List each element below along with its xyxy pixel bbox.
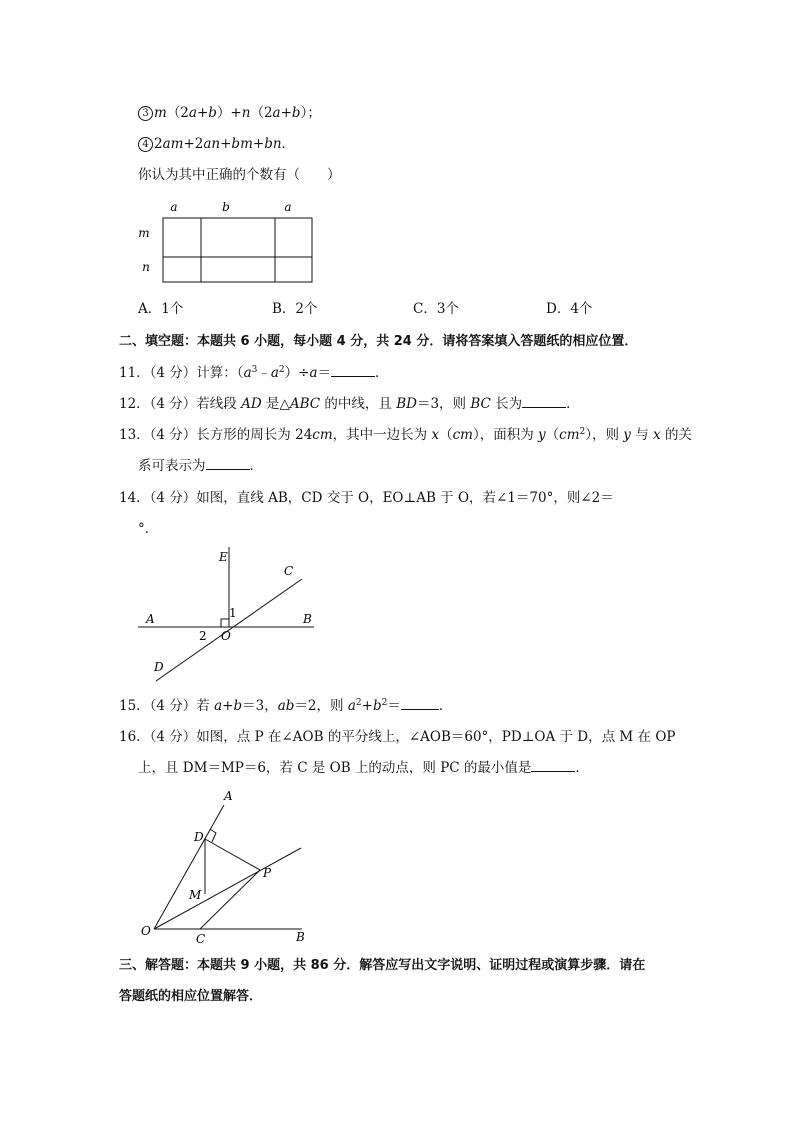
question-14-line2: °． — [138, 521, 159, 537]
q15-number: 15．（4 分）若 — [119, 698, 215, 714]
right-angle-mark — [221, 619, 229, 627]
right-angle-mark — [210, 829, 216, 842]
choice-b: B．2个 — [272, 301, 318, 317]
circled-number-3: 3 — [138, 106, 153, 121]
section-3-header: 三、解答题：本题共 9 小题，共 86 分．解答应写出文字说明、证明过程或演算步骤．请在 — [119, 958, 646, 973]
ray-oa — [154, 805, 224, 929]
segment-dp — [205, 839, 260, 870]
label-2: 2 — [199, 629, 207, 643]
label-d: D — [194, 830, 204, 844]
q16-angle-figure — [136, 785, 316, 945]
section-3-header-line2: 答题纸的相应位置解答． — [119, 989, 263, 1004]
answer-blank — [522, 395, 566, 408]
q10-rectangle-figure — [134, 195, 324, 287]
label-b: b — [222, 200, 230, 214]
label-e: E — [219, 550, 228, 564]
label-b: B — [303, 612, 312, 626]
label-a: A — [146, 612, 155, 626]
label-a-left: a — [170, 200, 178, 214]
label-b: B — [296, 930, 305, 944]
answer-blank — [331, 364, 375, 377]
question-13: 13．（4 分）长方形的周长为 24cm，其中一边长为 x（cm），面积为 $y(cm^2)$，则 y 与 x 的关 — [119, 427, 692, 443]
question-16-line2: 上，且 DM＝MP＝6，若 C 是 OB 上的动点，则 PC 的最小值是 ． — [138, 760, 589, 776]
section-2-header: 二、填空题：本题共 6 小题，每小题 4 分，共 24 分．请将答案填入答题纸的相应位置． — [119, 334, 638, 349]
label-d: D — [154, 660, 164, 674]
label-c: C — [196, 932, 206, 945]
label-c: C — [284, 564, 294, 578]
question-14: 14．（4 分）如图，直线 AB，CD 交于 O，EO⊥AB 于 O，若∠1＝70°，则∠2＝ — [119, 490, 614, 506]
question-13-line2: 系可表示为 ． — [138, 458, 263, 474]
circled-number-4: 4 — [138, 137, 153, 152]
label-1: 1 — [229, 606, 237, 620]
label-a: A — [224, 789, 233, 803]
answer-blank — [401, 697, 439, 710]
q16-line2-text: 上，且 DM＝MP＝6，若 C 是 OB 上的动点，则 PC 的最小值是 — [138, 760, 532, 776]
question-11: 11．（4 分）计算：$(a^3﹣a^2)\div a=$ ． — [119, 365, 389, 381]
segment-pc — [200, 870, 260, 929]
question-16: 16．（4 分）如图，点 P 在∠AOB 的平分线上，∠AOB＝60°，PD⊥OA 于 D，点 M 在 OP — [119, 729, 676, 745]
ray-op — [154, 848, 301, 929]
choice-a: A．1个 — [138, 301, 184, 317]
label-o: O — [141, 924, 151, 938]
label-a-right: a — [284, 200, 292, 214]
question-12: 12．（4 分）若线段 AD 是△ABC 的中线，且 BD＝3，则 BC 长为 ． — [119, 396, 580, 412]
label-m: m — [138, 226, 150, 240]
q14-lines-figure — [134, 543, 324, 688]
choice-c: C．3个 — [413, 301, 459, 317]
q11-number: 11．（4 分）计算：（ — [119, 365, 244, 381]
label-o: O — [221, 629, 231, 643]
label-p: P — [263, 866, 272, 880]
q10-item-3: 3 m（2a+b）+n（2a+b）； — [138, 104, 321, 122]
q13-line2-text: 系可表示为 — [138, 458, 206, 474]
label-n: n — [142, 260, 150, 274]
q10-item-4: 4 2am+2an+bm+bn． — [138, 135, 295, 153]
q10-prompt: 你认为其中正确的个数有（ ） — [138, 167, 341, 183]
label-m: M — [189, 888, 202, 902]
q12-number: 12．（4 分）若线段 — [119, 396, 242, 412]
choice-d: D．4个 — [546, 301, 593, 317]
answer-blank — [206, 457, 250, 470]
question-15: 15．（4 分）若 a+b＝3，ab＝2，则 $a^2+b^2=$ ． — [119, 698, 453, 714]
answer-blank — [531, 759, 575, 772]
q13-number: 13．（4 分）长方形的周长为 24 — [119, 427, 313, 443]
